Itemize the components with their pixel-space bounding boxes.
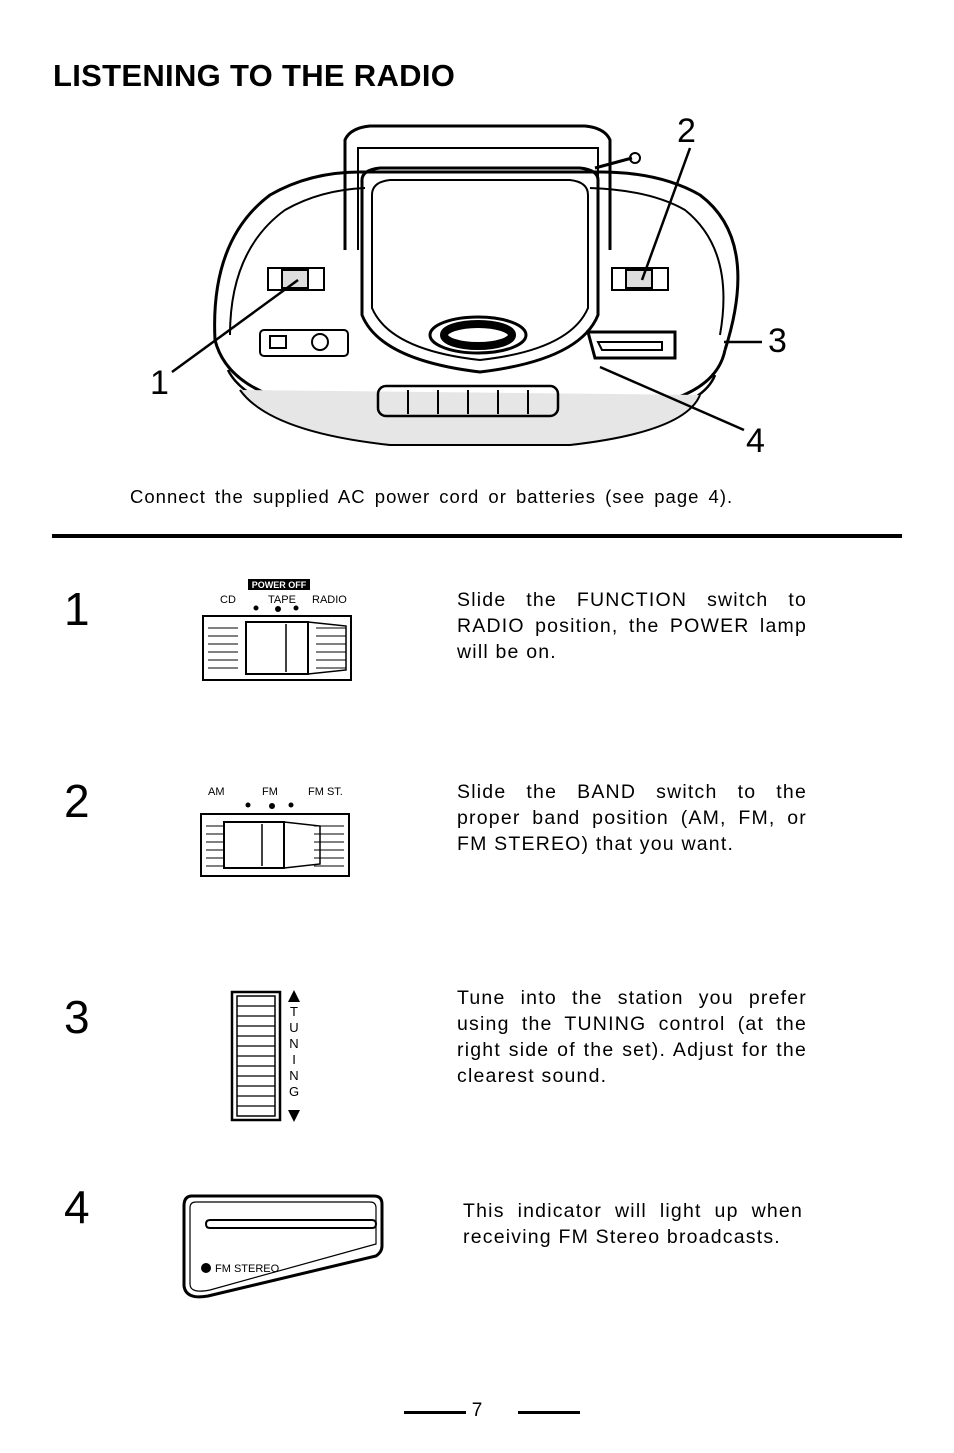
step-2-text: Slide the BAND switch to the proper band position (AM, FM, or FM STEREO) that you want. — [457, 781, 807, 855]
fm-stereo-indicator-illustration — [178, 1190, 390, 1306]
callout-1: 1 — [150, 364, 169, 402]
step-1-text: Slide the FUNCTION switch to RADIO position, the POWER lamp will be on. — [457, 589, 807, 663]
step-2-number: 2 — [64, 775, 90, 827]
step-3-text: Tune into the station you prefer using the TUNING control (at the right side of the set). Adjust for the clearest sound. — [457, 987, 807, 1087]
function-label-tape: TAPE — [268, 594, 296, 606]
band-switch-illustration — [196, 782, 356, 882]
tuning-control-illustration — [228, 988, 308, 1124]
fm-stereo-label: FM STEREO — [215, 1263, 280, 1275]
callout-3: 3 — [768, 322, 787, 360]
callout-2: 2 — [677, 112, 696, 150]
step-1-number: 1 — [64, 583, 90, 635]
page-number: 7 — [471, 1400, 483, 1421]
function-switch-illustration — [198, 576, 358, 686]
function-label-radio: RADIO — [312, 594, 347, 606]
tuning-letter: G — [288, 1084, 300, 1099]
callout-4: 4 — [746, 422, 765, 460]
boombox-illustration — [140, 110, 820, 470]
fm-stereo-lamp-icon — [201, 1263, 211, 1273]
setup-caption: Connect the supplied AC power cord or batteries (see page 4). — [130, 486, 734, 507]
band-label-fm: FM — [262, 786, 278, 798]
step-4-number: 4 — [64, 1181, 90, 1233]
band-label-fmst: FM ST. — [308, 786, 343, 798]
function-label-cd: CD — [220, 594, 236, 606]
tuning-letter: T — [290, 1004, 298, 1019]
tuning-letter: N — [289, 1068, 299, 1083]
tuning-letter: N — [289, 1036, 299, 1051]
page-number-rule-right — [518, 1411, 580, 1414]
band-label-am: AM — [208, 786, 225, 798]
tuning-letter: I — [292, 1052, 296, 1067]
step-4-text: This indicator will light up when receiving FM Stereo broadcasts. — [463, 1200, 803, 1248]
tuning-letter: U — [289, 1020, 299, 1035]
divider-rule — [52, 534, 902, 538]
function-switch-banner: POWER OFF — [251, 580, 307, 590]
page-title: LISTENING TO THE RADIO — [53, 58, 456, 93]
step-3-number: 3 — [64, 991, 90, 1043]
